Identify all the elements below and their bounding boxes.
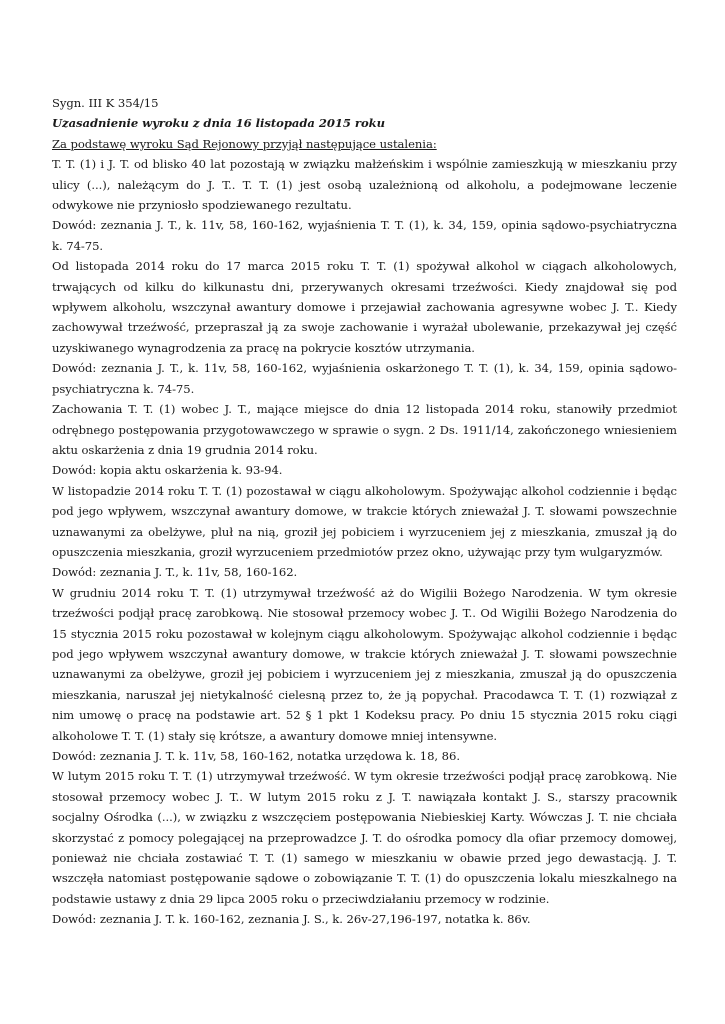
paragraph-evidence-3: Dowód: kopia aktu oskarżenia k. 93-94. [52, 463, 283, 478]
document-page [52, 93, 677, 930]
case-signature: Sygn. III K 354/15 [52, 96, 159, 110]
paragraph-evidence-5: Dowód: zeznania J. T. k. 11v, 58, 160-162, notatka urzędowa k. 18, 86. [52, 749, 460, 763]
paragraph-evidence-4: Dowód: zeznania J. T., k. 11v, 58, 160-162. [52, 565, 298, 580]
document-title: Uzasadnienie wyroku z dnia 16 listopada 2015 roku [52, 116, 385, 131]
section-heading: Za podstawę wyroku Sąd Rejonowy przyjął następujące ustalenia: [52, 136, 437, 151]
paragraph-evidence-6: Dowód: zeznania J. T. k. 160-162, zeznania J. S., k. 26v-27,196-197, notatka k. 86v. [52, 912, 531, 927]
paragraph-findings-6: W lutym 2015 roku T. T. (1) utrzymywał trzeźwość. W tym okresie trzeźwości podjął pracę zarobkową. Nie stosował przemocy wobec J. T.. W lutym 2015 roku z J. T. nawiązała kontakt J. S., starszy pracownik socjalny Ośrodka (...), w związku z wszczęciem postępowania Niebieskiej Karty. Wówczas J. T. nie chciała skorzystać z pomocy polegającej na przeprowadzce J. T. do ośrodka pomocy dla ofiar przemocy domowej, ponieważ nie chciała zostawiać T. T. (1) samego w mieszkaniu w obawie przed jego dewastacją. J. T. wszczęła natomiast postępowanie sądowe o zobowiązanie T. T. (1) do opuszczenia lokalu mieszkalnego na podstawie ustawy z dnia 29 lipca 2005 roku o przeciwdziałaniu przemocy w rodzinie. [52, 769, 677, 906]
paragraph-findings-1: T. T. (1) i J. T. od blisko 40 lat pozostają w związku małżeńskim i wspólnie zamieszkują w mieszkaniu przy ulicy (...), należącym do J. T.. T. T. (1) jest osobą uzależnioną od alkoholu, a podejmowane leczenie odwykowe nie przyniosło spodziewanego rezultatu. [52, 157, 677, 213]
paragraph-evidence-2: Dowód: zeznania J. T., k. 11v, 58, 160-162, wyjaśnienia oskarżonego T. T. (1), k. 34, 159, opinia sądowo-psychiatryczna k. 74-75. [52, 361, 677, 396]
paragraph-findings-5: W grudniu 2014 roku T. T. (1) utrzymywał trzeźwość aż do Wigilii Bożego Narodzenia. W tym okresie trzeźwości podjął pracę zarobkową. Nie stosował przemocy wobec J. T.. Od Wigilii Bożego Narodzenia do 15 stycznia 2015 roku pozostawał w kolejnym ciągu alkoholowym. Spożywając alkohol codziennie i będąc pod jego wpływem wszczynał awantury domowe, w trakcie których znieważał J. T. słowami powszechnie uznawanymi za obelżywe, groził jej pobiciem i wyrzuceniem jej z mieszkania, zmuszał ją do opuszczenia mieszkania, naruszał jej nietykalność cielesną przez to, że ją popychał. Pracodawca T. T. (1) rozwiązał z nim umowę o pracę na podstawie art. 52 § 1 pkt 1 Kodeksu pracy. Po dniu 15 stycznia 2015 roku ciągi alkoholowe T. T. (1) stały się krótsze, a awantury domowe mniej intensywne. [52, 585, 677, 743]
paragraph-findings-4: W listopadzie 2014 roku T. T. (1) pozostawał w ciągu alkoholowym. Spożywając alkohol codziennie i będąc pod jego wpływem, wszczynał awantury domowe, w trakcie których znieważał J. T. słowami powszechnie uznawanymi za obelżywe, pluł na nią, groził jej pobiciem i wyrzuceniem jej z mieszkania, zmuszał ją do opuszczenia mieszkania, groził wyrzuceniem przedmiotów przez okno, używając przy tym wulgaryzmów. [52, 483, 677, 559]
paragraph-evidence-1: Dowód: zeznania J. T., k. 11v, 58, 160-162, wyjaśnienia T. T. (1), k. 34, 159, opinia sądowo-psychiatryczna k. 74-75. [52, 218, 677, 253]
paragraph-findings-3: Zachowania T. T. (1) wobec J. T., mające miejsce do dnia 12 listopada 2014 roku, stanowiły przedmiot odrębnego postępowania przygotowawczego w sprawie o sygn. 2 Ds. 1911/14, zakończonego wniesieniem aktu oskarżenia z dnia 19 grudnia 2014 roku. [52, 402, 677, 457]
paragraph-findings-2: Od listopada 2014 roku do 17 marca 2015 roku T. T. (1) spożywał alkohol w ciągach alkoholowych, trwających od kilku do kilkunastu dni, przerywanych okresami trzeźwości. Kiedy znajdował się pod wpływem alkoholu, wszczynał awantury domowe i przejawiał zachowania agresywne wobec J. T.. Kiedy zachowywał trzeźwość, przepraszał ją za swoje zachowanie i wyrażał ubolewanie, przekazywał jej część uzyskiwanego wynagrodzenia za pracę na pokrycie kosztów utrzymania. [52, 259, 677, 355]
